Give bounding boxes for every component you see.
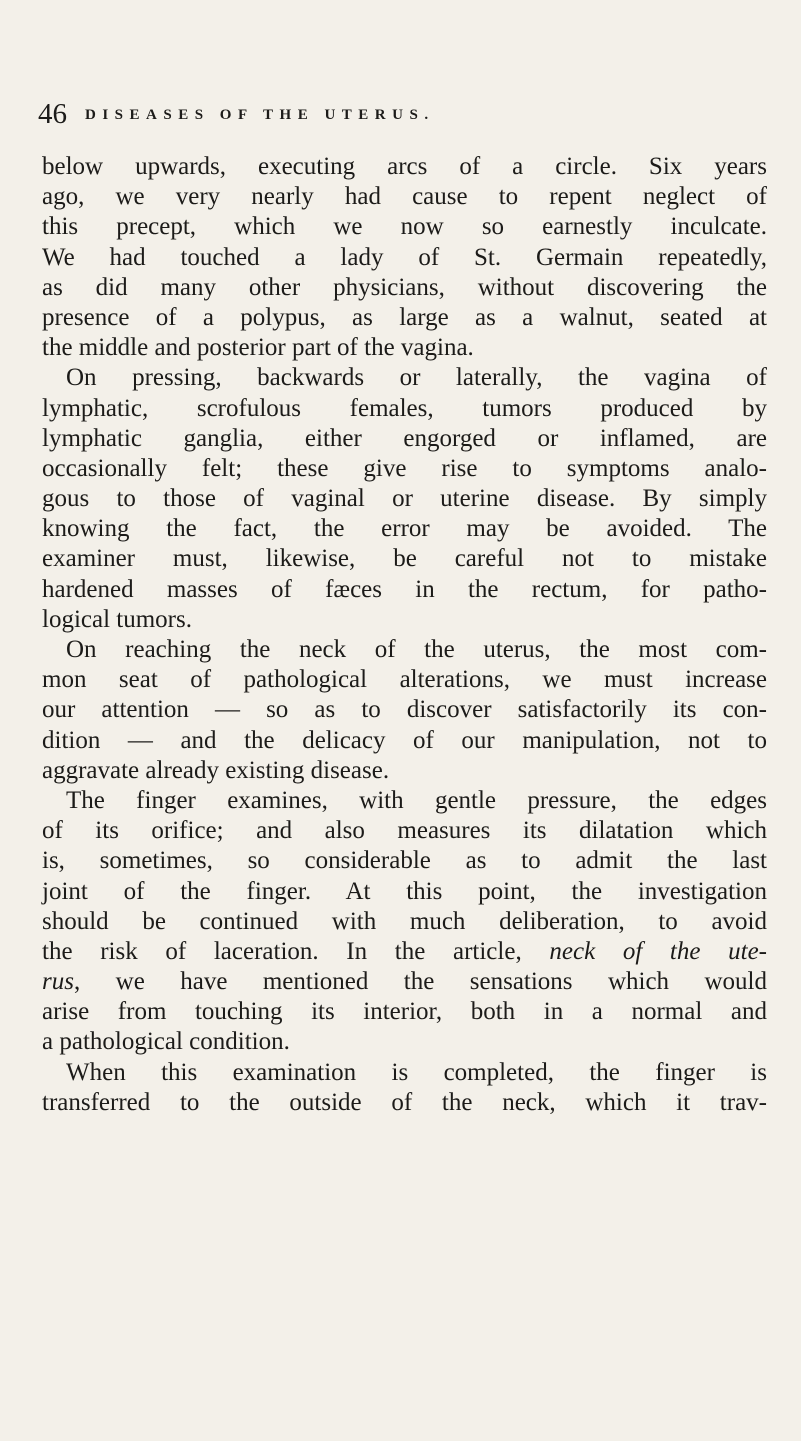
text-line: below upwards, executing arcs of a circle. Six years <box>42 153 767 180</box>
running-title: DISEASES OF THE UTERUS. <box>85 107 435 123</box>
text-line: the middle and posterior part of the vagina. <box>42 334 474 362</box>
text-segment: , we have mentioned the sensations which would <box>73 968 767 996</box>
text-line: transferred to the outside of the neck, which it trav- <box>42 1088 767 1116</box>
text-line-with-italic <box>42 937 767 967</box>
text-line: On reaching the neck of the uterus, the most com- <box>66 636 767 663</box>
text-segment: the risk of laceration. In the article, <box>42 937 522 965</box>
text-line: dition — and the delicacy of our manipulation, not to <box>42 726 767 754</box>
text-line: On pressing, backwards or laterally, the vagina of <box>66 364 767 392</box>
text-line: occasionally felt; these give rise to symptoms analo- <box>42 454 767 482</box>
text-line: The finger examines, with gentle pressure, the edges <box>66 786 767 814</box>
text-line: logical tumors. <box>42 605 192 633</box>
italic-phrase: neck of the ute- <box>549 937 768 965</box>
text-line: ago, we very nearly had cause to repent neglect of <box>42 183 767 211</box>
text-line: arise from touching its interior, both in a normal and <box>42 998 767 1026</box>
text-line: joint of the finger. At this point, the investigation <box>42 877 767 905</box>
text-line: examiner must, likewise, be careful not to mistake <box>42 545 767 573</box>
text-line: should be continued with much deliberation, to avoid <box>42 907 767 935</box>
text-line: as did many other physicians, without discovering the <box>42 273 767 301</box>
text-line: aggravate already existing disease. <box>42 756 390 784</box>
text-line: mon seat of pathological alterations, we must increase <box>42 666 767 694</box>
text-line: knowing the fact, the error may be avoided. The <box>42 515 767 543</box>
text-line: We had touched a lady of St. Germain repeatedly, <box>42 243 767 271</box>
italic-phrase: rus <box>42 968 74 996</box>
text-line: When this examination is completed, the finger is <box>66 1058 767 1086</box>
text-line: this precept, which we now so earnestly inculcate. <box>42 213 767 241</box>
text-line: presence of a polypus, as large as a walnut, seated at <box>42 303 767 331</box>
text-line: lymphatic, scrofulous females, tumors produced by <box>42 394 767 422</box>
text-line: lymphatic ganglia, either engorged or inflamed, are <box>42 424 767 452</box>
text-line: is, sometimes, so considerable as to admit the last <box>42 847 767 875</box>
text-line: our attention — so as to discover satisfactorily its con- <box>42 696 767 724</box>
running-head <box>38 98 598 138</box>
text-line: hardened masses of fæces in the rectum, for patho- <box>42 575 767 603</box>
text-line: a pathological condition. <box>42 1028 290 1056</box>
page-number: 46 <box>38 98 67 130</box>
text-line: gous to those of vaginal or uterine disease. By simply <box>42 485 767 513</box>
body-text <box>42 152 767 1118</box>
text-line-with-italic <box>42 967 767 997</box>
text-line: of its orifice; and also measures its dilatation which <box>42 817 767 845</box>
